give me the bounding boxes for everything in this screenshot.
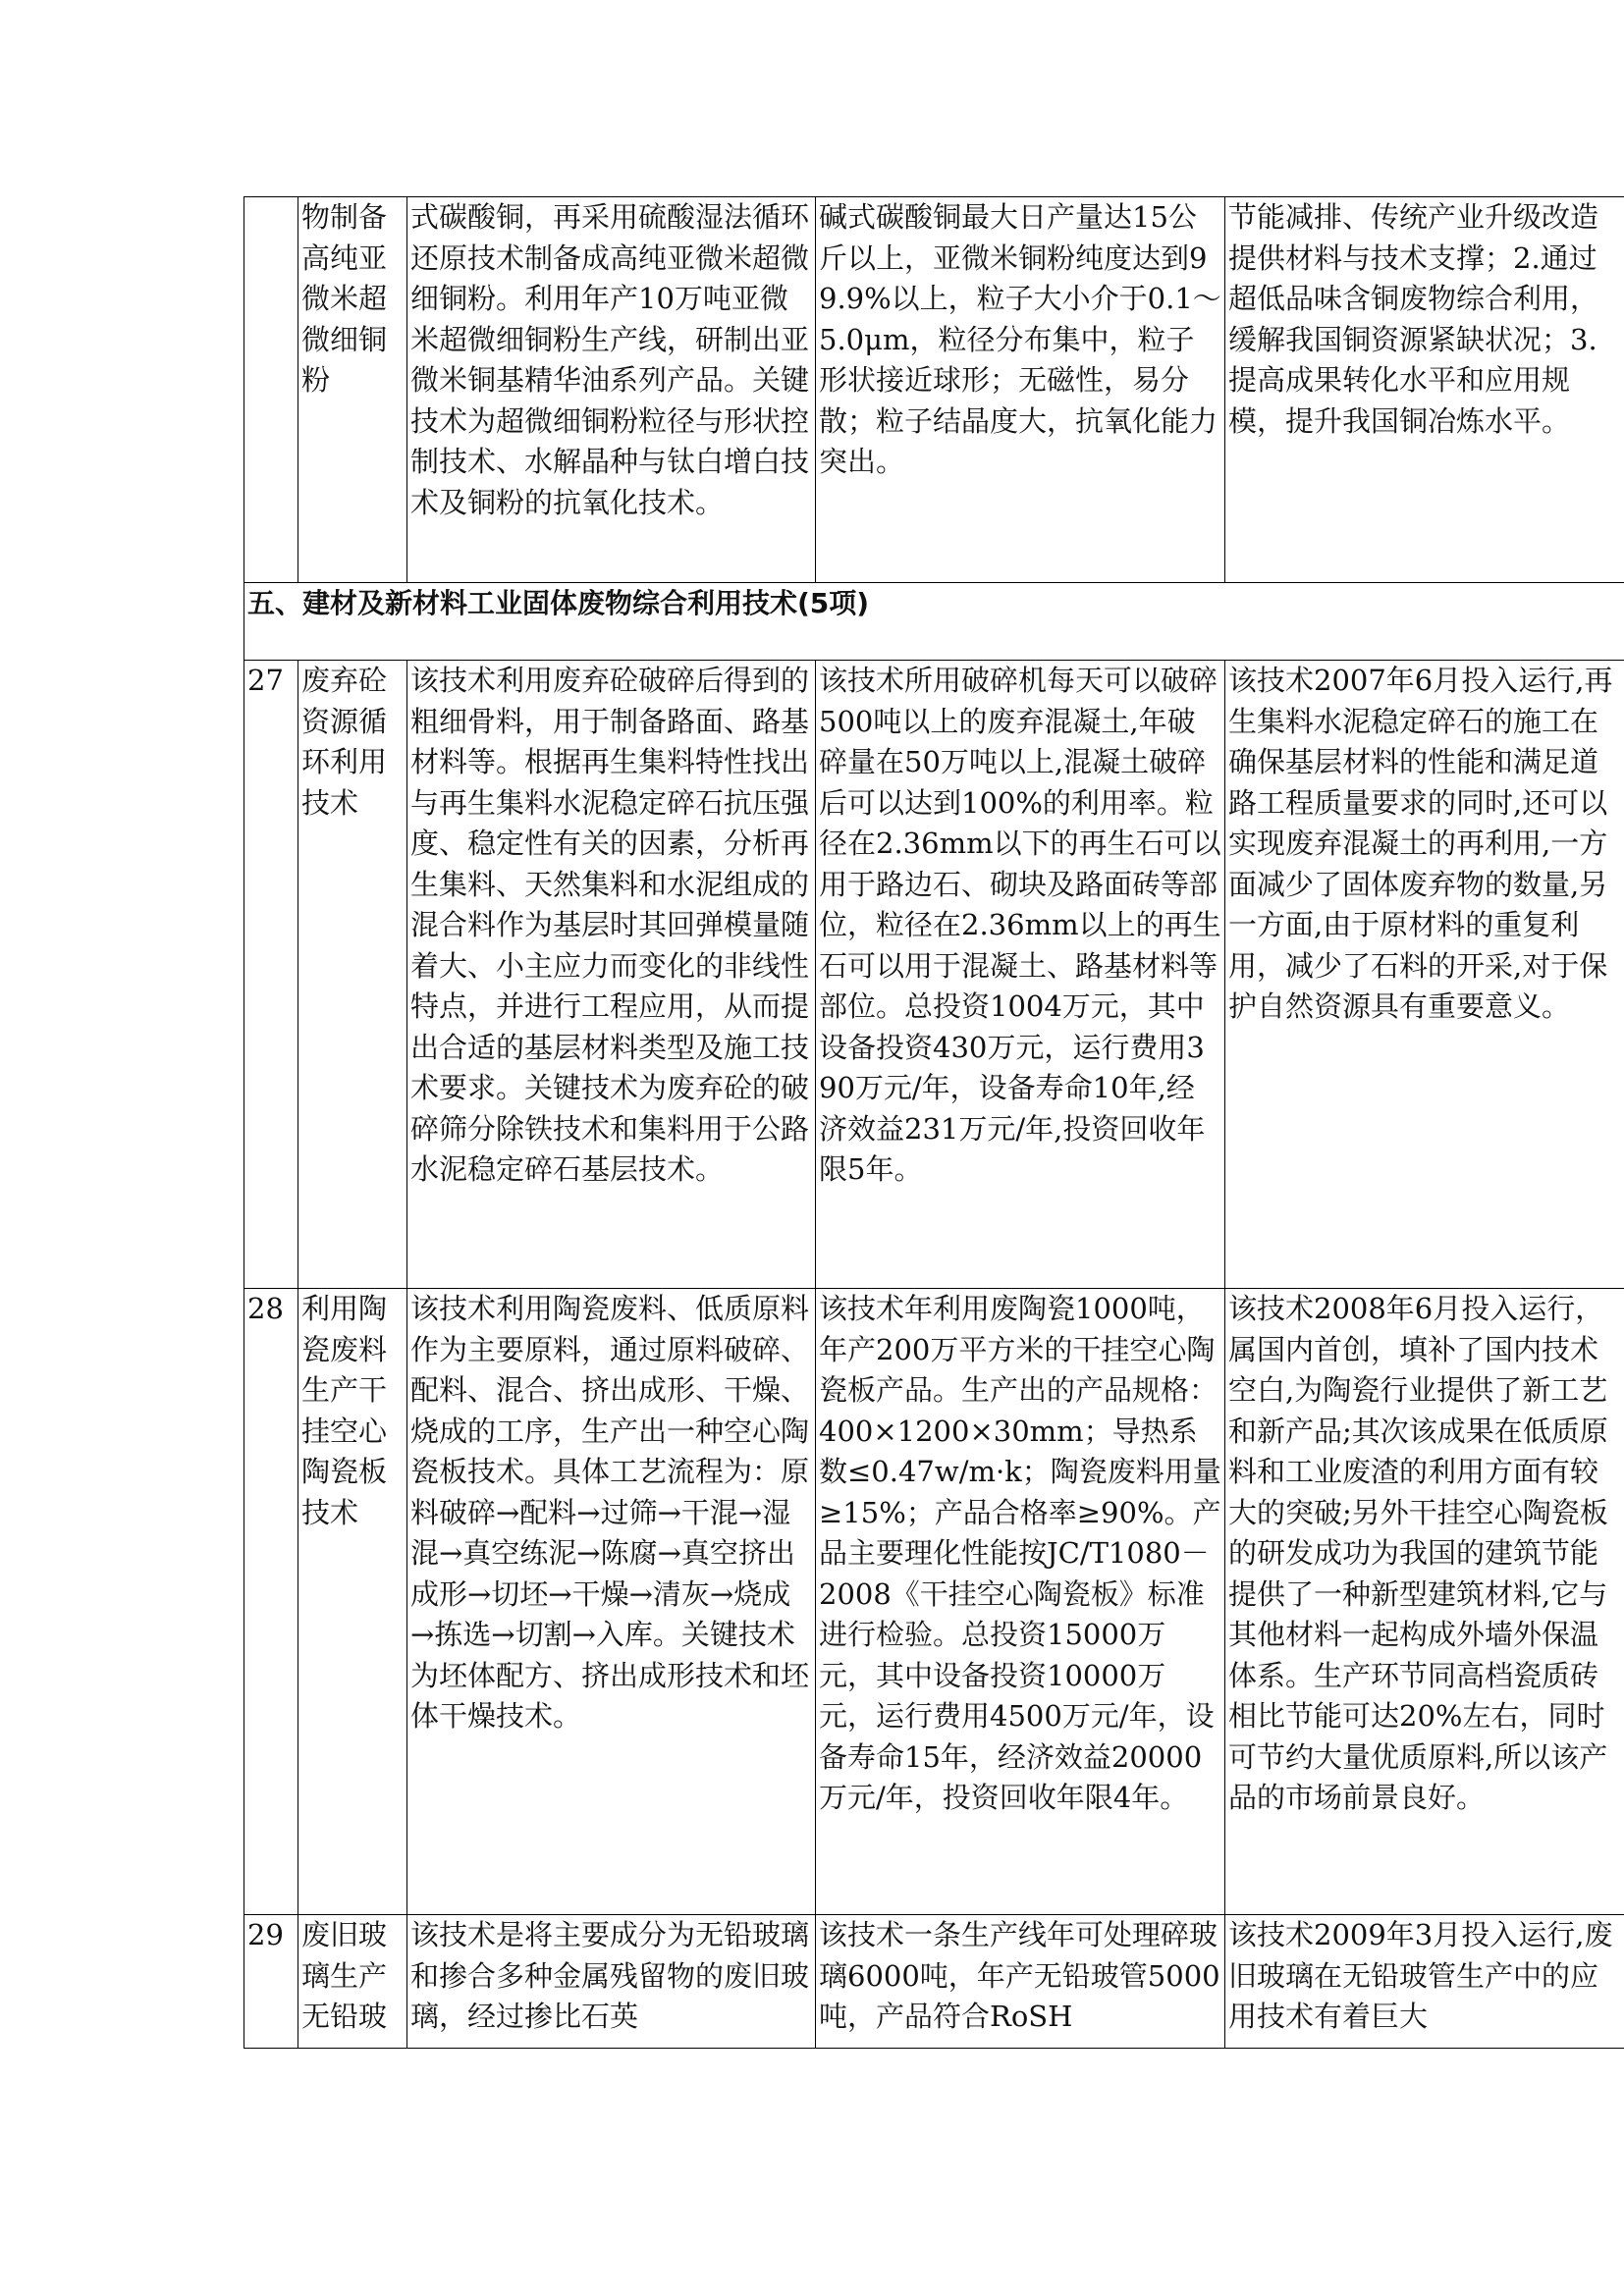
table-row	[244, 1915, 1624, 2049]
technology-description-cell: 该技术利用陶瓷废料、低质原料作为主要原料，通过原料破碎、配料、混合、挤出成形、干燥、烧成的工序，生产出一种空心陶瓷板技术。具体工艺流程为：原料破碎→配料→过筛→干混→湿混→真空练泥→陈腐→真空挤出成形→切坯→干燥→清灰→烧成→拣选→切割→入库。关键技术为坯体配方、挤出成形技术和坯体干燥技术。	[407, 1289, 816, 1915]
row-number-cell	[244, 197, 298, 583]
table-row-continuation	[244, 197, 1624, 583]
section-heading-row	[244, 583, 1624, 661]
section-heading: 五、建材及新材料工业固体废物综合利用技术(5项)	[244, 583, 1624, 661]
row-number-cell: 28	[244, 1289, 298, 1915]
technology-name-cell: 废旧玻璃生产无铅玻	[298, 1915, 407, 2049]
technology-table	[244, 196, 1624, 2049]
row-number-cell: 27	[244, 661, 298, 1289]
technology-name-cell: 废弃砼资源循环利用技术	[298, 661, 407, 1289]
benefits-cell: 该技术2009年3月投入运行,废旧玻璃在无铅玻管生产中的应用技术有着巨大	[1225, 1915, 1624, 2049]
technology-name-cell: 利用陶瓷废料生产干挂空心陶瓷板技术	[298, 1289, 407, 1915]
table-row	[244, 661, 1624, 1289]
technical-indicators-cell: 碱式碳酸铜最大日产量达15公斤以上，亚微米铜粉纯度达到99.9%以上，粒子大小介于0.1～5.0μm，粒径分布集中，粒子形状接近球形；无磁性，易分散；粒子结晶度大，抗氧化能力突出。	[816, 197, 1225, 583]
benefits-cell: 该技术2007年6月投入运行,再生集料水泥稳定碎石的施工在确保基层材料的性能和满足道路工程质量要求的同时,还可以实现废弃混凝土的再利用,一方面减少了固体废弃物的数量,另一方面,由于原材料的重复利用，减少了石料的开采,对于保护自然资源具有重要意义。	[1225, 661, 1624, 1289]
technical-indicators-cell: 该技术所用破碎机每天可以破碎500吨以上的废弃混凝土,年破碎量在50万吨以上,混凝土破碎后可以达到100%的利用率。粒径在2.36mm以下的再生石可以用于路边石、砌块及路面砖等部位，粒径在2.36mm以上的再生石可以用于混凝土、路基材料等部位。总投资1004万元，其中设备投资430万元，运行费用390万元/年，设备寿命10年,经济效益231万元/年,投资回收年限5年。	[816, 661, 1225, 1289]
benefits-cell: 节能减排、传统产业升级改造提供材料与技术支撑；2.通过超低品味含铜废物综合利用，缓解我国铜资源紧缺状况；3.提高成果转化水平和应用规模，提升我国铜冶炼水平。	[1225, 197, 1624, 583]
row-number-cell: 29	[244, 1915, 298, 2049]
technology-description-cell: 该技术利用废弃砼破碎后得到的粗细骨料，用于制备路面、路基材料等。根据再生集料特性找出与再生集料水泥稳定碎石抗压强度、稳定性有关的因素，分析再生集料、天然集料和水泥组成的混合料作为基层时其回弹模量随着大、小主应力而变化的非线性特点，并进行工程应用，从而提出合适的基层材料类型及施工技术要求。关键技术为废弃砼的破碎筛分除铁技术和集料用于公路水泥稳定碎石基层技术。	[407, 661, 816, 1289]
technical-indicators-cell: 该技术年利用废陶瓷1000吨，年产200万平方米的干挂空心陶瓷板产品。生产出的产品规格：400×1200×30mm；导热系数≤0.47w/m·k；陶瓷废料用量≥15%；产品合格率≥90%。产品主要理化性能按JC/T1080－2008《干挂空心陶瓷板》标准进行检验。总投资15000万元，其中设备投资10000万元，运行费用4500万元/年，设备寿命15年，经济效益20000万元/年，投资回收年限4年。	[816, 1289, 1225, 1915]
technology-description-cell: 该技术是将主要成分为无铅玻璃和掺合多种金属残留物的废旧玻璃，经过掺比石英	[407, 1915, 816, 2049]
technology-name-cell: 物制备高纯亚微米超微细铜粉	[298, 197, 407, 583]
document-page	[244, 196, 1624, 2049]
technology-description-cell: 式碳酸铜，再采用硫酸湿法循环还原技术制备成高纯亚微米超微细铜粉。利用年产10万吨亚微米超微细铜粉生产线，研制出亚微米铜基精华油系列产品。关键技术为超微细铜粉粒径与形状控制技术、水解晶种与钛白增白技术及铜粉的抗氧化技术。	[407, 197, 816, 583]
table-row	[244, 1289, 1624, 1915]
technical-indicators-cell: 该技术一条生产线年可处理碎玻璃6000吨，年产无铅玻管5000吨，产品符合RoSH	[816, 1915, 1225, 2049]
benefits-cell: 该技术2008年6月投入运行，属国内首创，填补了国内技术空白,为陶瓷行业提供了新工艺和新产品;其次该成果在低质原料和工业废渣的利用方面有较大的突破;另外干挂空心陶瓷板的研发成功为我国的建筑节能提供了一种新型建筑材料,它与其他材料一起构成外墙外保温体系。生产环节同高档瓷质砖相比节能可达20%左右，同时可节约大量优质原料,所以该产品的市场前景良好。	[1225, 1289, 1624, 1915]
